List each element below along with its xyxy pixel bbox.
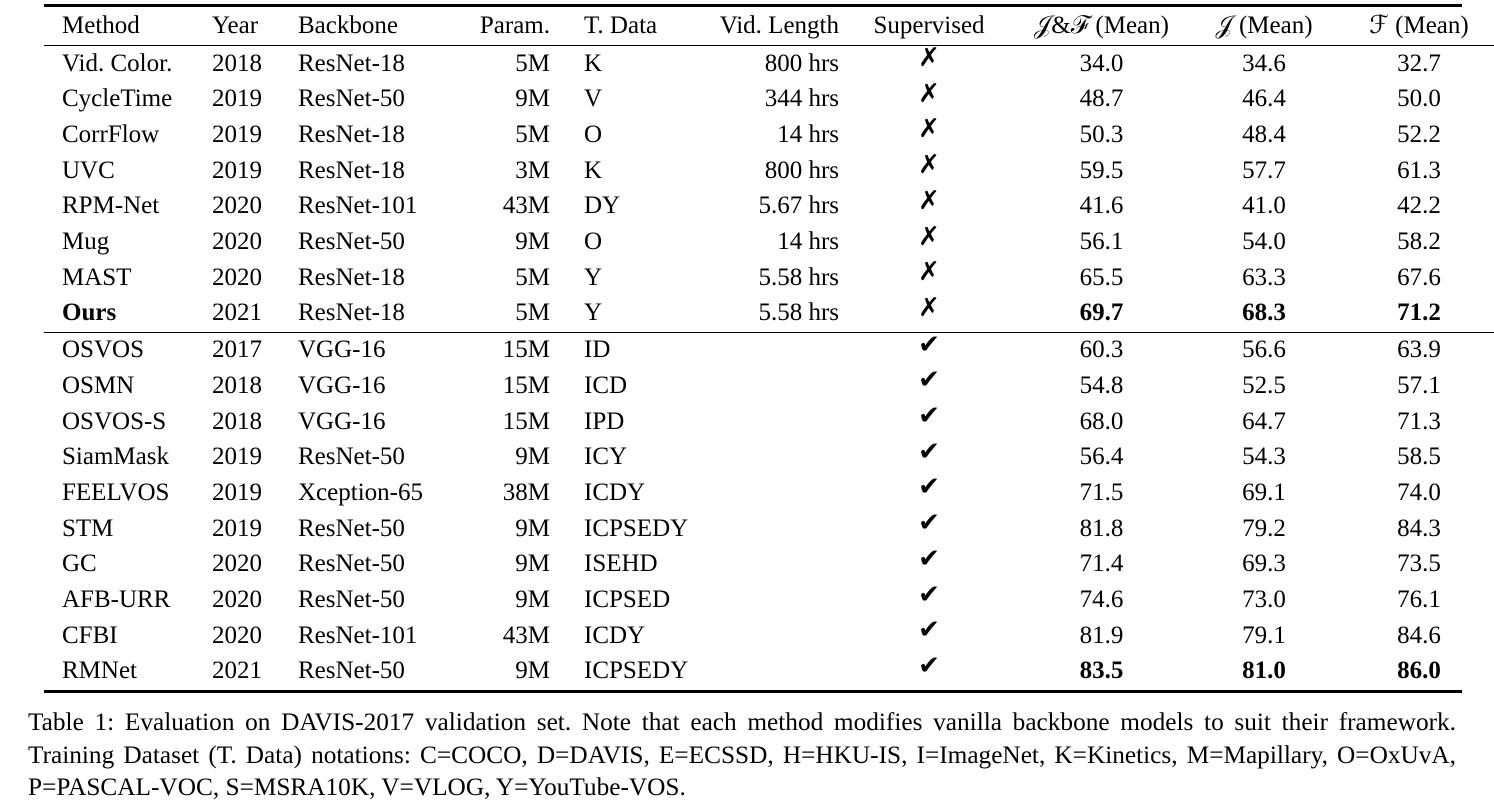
cell-param: 5M	[515, 299, 550, 327]
cell-f-mean: 86.0	[1397, 657, 1441, 685]
cell-jf-mean: 56.1	[1079, 228, 1124, 256]
header-backbone: Backbone	[298, 12, 398, 39]
table-row	[44, 511, 1494, 547]
cross-icon: ✗	[918, 221, 940, 252]
cell-jf-mean: 54.8	[1079, 371, 1124, 399]
header-jf-mean: 𝒥&ℱ (Mean)	[1034, 12, 1169, 39]
cell-year: 2017	[212, 336, 262, 364]
table-row	[44, 654, 1494, 690]
table-row	[44, 333, 1494, 369]
cell-f-mean: 76.1	[1397, 586, 1441, 614]
cell-method: OSVOS	[62, 336, 144, 364]
cell-f-mean: 71.2	[1397, 299, 1441, 327]
cell-jf-mean: 83.5	[1079, 657, 1124, 685]
cell-vid-length	[714, 368, 839, 404]
table-row	[44, 475, 1494, 511]
cell-param: 15M	[502, 407, 550, 435]
cell-year: 2020	[212, 586, 262, 614]
checkmark-icon: ✔	[918, 543, 940, 574]
cell-vid-length	[714, 333, 839, 369]
table-row	[44, 618, 1494, 654]
header-method: Method	[62, 12, 140, 39]
checkmark-icon: ✔	[918, 436, 940, 467]
cell-method: SiamMask	[62, 443, 169, 471]
cell-jf-mean: 74.6	[1079, 586, 1124, 614]
table-row	[44, 117, 1494, 153]
cell-tdata: ICD	[584, 371, 628, 399]
cell-tdata: ISEHD	[584, 550, 658, 578]
cell-tdata: ICDY	[584, 478, 646, 506]
cell-param: 5M	[515, 263, 550, 291]
cell-j-mean: 54.3	[1242, 443, 1286, 471]
header-year: Year	[212, 12, 259, 39]
cell-f-mean: 71.3	[1397, 407, 1441, 435]
table-row	[44, 153, 1494, 189]
cell-year: 2021	[212, 299, 262, 327]
cell-year: 2020	[212, 263, 262, 291]
cell-tdata: ICPSEDY	[584, 657, 689, 685]
cell-method: AFB-URR	[62, 586, 171, 614]
cell-method: Vid. Color.	[62, 49, 173, 77]
cell-backbone: ResNet-101	[298, 192, 418, 220]
header-supervised: Supervised	[873, 12, 985, 39]
checkmark-icon: ✔	[918, 472, 940, 503]
cell-backbone: ResNet-101	[298, 621, 418, 649]
cell-vid-length	[714, 654, 839, 690]
cell-backbone: ResNet-18	[298, 299, 405, 327]
cell-backbone: ResNet-18	[298, 263, 405, 291]
cell-j-mean: 68.3	[1242, 299, 1286, 327]
cell-f-mean: 74.0	[1397, 478, 1441, 506]
table-row	[44, 547, 1494, 583]
cell-jf-mean: 71.4	[1079, 550, 1124, 578]
cell-tdata: K	[584, 49, 603, 77]
cell-year: 2020	[212, 192, 262, 220]
checkmark-icon: ✔	[918, 579, 940, 610]
cell-vid-length: 5.58 hrs	[758, 299, 839, 327]
cell-year: 2019	[212, 85, 262, 113]
cell-tdata: ICDY	[584, 621, 646, 649]
cell-method: CycleTime	[62, 85, 173, 113]
cell-j-mean: 52.5	[1242, 371, 1286, 399]
cross-icon: ✗	[918, 114, 940, 145]
cell-backbone: Xception-65	[298, 478, 423, 506]
cell-param: 9M	[515, 85, 550, 113]
cell-f-mean: 73.5	[1397, 550, 1441, 578]
cell-method: GC	[62, 550, 97, 578]
cell-f-mean: 42.2	[1397, 192, 1441, 220]
cell-supervised	[839, 650, 1019, 690]
cell-jf-mean: 50.3	[1079, 120, 1124, 148]
results-table	[44, 4, 1469, 693]
cell-j-mean: 63.3	[1242, 263, 1286, 291]
table-row	[44, 368, 1494, 404]
table-row	[44, 82, 1494, 118]
cell-param: 15M	[502, 336, 550, 364]
cell-j-mean: 57.7	[1242, 156, 1286, 184]
cell-year: 2018	[212, 407, 262, 435]
cell-tdata: O	[584, 228, 603, 256]
cell-j-mean: 69.3	[1242, 550, 1286, 578]
davis-table	[44, 7, 1494, 690]
table-row	[44, 404, 1494, 440]
unsupervised-section	[44, 43, 1494, 332]
cell-method: OSMN	[62, 371, 135, 399]
cell-param: 3M	[515, 156, 550, 184]
cell-param: 43M	[502, 621, 550, 649]
cell-param: 9M	[515, 514, 550, 542]
cell-jf-mean: 69.7	[1079, 299, 1124, 327]
header-tdata: T. Data	[584, 12, 658, 39]
supervised-section	[44, 329, 1494, 690]
cell-jf-mean: 65.5	[1079, 263, 1124, 291]
cell-tdata: Y	[584, 299, 603, 327]
cell-j-mean: 41.0	[1242, 192, 1286, 220]
cell-backbone: ResNet-18	[298, 49, 405, 77]
cell-tdata: DY	[584, 192, 621, 220]
cell-j-mean: 54.0	[1242, 228, 1286, 256]
cell-backbone: ResNet-18	[298, 120, 405, 148]
cell-year: 2020	[212, 621, 262, 649]
cell-method: RMNet	[62, 657, 137, 685]
cell-f-mean: 61.3	[1397, 156, 1441, 184]
cross-icon: ✗	[918, 43, 940, 73]
cell-f-mean: 57.1	[1397, 371, 1441, 399]
cell-backbone: ResNet-18	[298, 156, 405, 184]
bottom-rule	[44, 690, 1462, 693]
checkmark-icon: ✔	[918, 508, 940, 539]
cell-param: 9M	[515, 586, 550, 614]
cell-vid-length: 800 hrs	[764, 156, 839, 184]
cell-vid-length	[714, 511, 839, 547]
cross-icon: ✗	[918, 257, 940, 288]
cell-backbone: VGG-16	[298, 407, 386, 435]
cell-method: CorrFlow	[62, 120, 160, 148]
cell-method: MAST	[62, 263, 132, 291]
cross-icon: ✗	[918, 185, 940, 216]
cell-j-mean: 56.6	[1242, 336, 1286, 364]
header-f-mean: ℱ (Mean)	[1369, 12, 1469, 39]
cell-param: 38M	[502, 478, 550, 506]
table-row	[44, 296, 1494, 332]
checkmark-icon: ✔	[918, 401, 940, 432]
cell-param: 9M	[515, 657, 550, 685]
cell-jf-mean: 56.4	[1079, 443, 1124, 471]
cell-vid-length	[714, 475, 839, 511]
cell-f-mean: 63.9	[1397, 336, 1441, 364]
cell-jf-mean: 41.6	[1079, 192, 1124, 220]
cell-backbone: ResNet-50	[298, 228, 405, 256]
cell-jf-mean: 34.0	[1079, 49, 1124, 77]
cell-j-mean: 69.1	[1242, 478, 1286, 506]
cell-f-mean: 50.0	[1397, 85, 1441, 113]
cell-param: 5M	[515, 49, 550, 77]
cell-backbone: ResNet-50	[298, 514, 405, 542]
cell-param: 9M	[515, 443, 550, 471]
cross-icon: ✗	[918, 150, 940, 181]
cell-backbone: ResNet-50	[298, 85, 405, 113]
cell-method: CFBI	[62, 621, 118, 649]
cell-f-mean: 58.5	[1397, 443, 1441, 471]
cell-jf-mean: 81.9	[1079, 621, 1124, 649]
cell-j-mean: 48.4	[1242, 120, 1286, 148]
cell-method: STM	[62, 514, 114, 542]
cell-backbone: ResNet-50	[298, 550, 405, 578]
table-row	[44, 583, 1494, 619]
header-vid-length: Vid. Length	[719, 12, 839, 39]
cell-j-mean: 34.6	[1242, 49, 1286, 77]
cell-j-mean: 79.2	[1242, 514, 1286, 542]
cross-icon: ✗	[918, 78, 940, 109]
checkmark-icon: ✔	[918, 615, 940, 646]
cell-param: 9M	[515, 550, 550, 578]
cell-vid-length: 5.58 hrs	[758, 263, 839, 291]
header-j-mean: 𝒥 (Mean)	[1215, 12, 1313, 39]
table-row	[44, 440, 1494, 476]
cell-f-mean: 52.2	[1397, 120, 1441, 148]
cell-backbone: VGG-16	[298, 336, 386, 364]
cell-year: 2019	[212, 478, 262, 506]
table-row	[44, 189, 1494, 225]
cell-year: 2020	[212, 550, 262, 578]
cell-tdata: V	[584, 85, 603, 113]
table-row	[44, 225, 1494, 261]
cell-vid-length: 14 hrs	[777, 228, 839, 256]
cell-method: Ours	[62, 299, 117, 327]
cell-f-mean: 58.2	[1397, 228, 1441, 256]
table-row	[44, 260, 1494, 296]
cell-j-mean: 73.0	[1242, 586, 1286, 614]
cell-year: 2019	[212, 514, 262, 542]
table-caption: Table 1: Evaluation on DAVIS-2017 validation set. Note that each method modifies vanilla backbone models to suit their framework. Training Dataset (T. Data) notations: C=COCO, D=DAVIS, E=ECSSD, H=HKU-IS, I=ImageNet, K=Kinetics, M=Mapillary, O=OxUvA, P=PASCAL-VOC, S=MSRA10K, V=VLOG, Y=YouTube-VOS.	[28, 708, 1456, 801]
cell-method: Mug	[62, 228, 110, 256]
checkmark-icon: ✔	[918, 365, 940, 396]
cell-f-mean: 84.3	[1397, 514, 1441, 542]
cell-tdata: ICPSED	[584, 586, 671, 614]
cell-vid-length: 5.67 hrs	[758, 192, 839, 220]
checkmark-icon: ✔	[918, 650, 940, 681]
cell-tdata: K	[584, 156, 603, 184]
cell-backbone: ResNet-50	[298, 443, 405, 471]
cell-year: 2018	[212, 49, 262, 77]
cell-f-mean: 32.7	[1397, 49, 1441, 77]
cell-backbone: ResNet-50	[298, 586, 405, 614]
cell-tdata: ICPSEDY	[584, 514, 689, 542]
cell-vid-length	[714, 404, 839, 440]
cell-jf-mean: 59.5	[1079, 156, 1124, 184]
cell-tdata: IPD	[584, 407, 625, 435]
cell-param: 9M	[515, 228, 550, 256]
cell-param: 43M	[502, 192, 550, 220]
cell-backbone: ResNet-50	[298, 657, 405, 685]
cell-tdata: ID	[584, 336, 611, 364]
cell-jf-mean: 68.0	[1079, 407, 1124, 435]
cell-jf-mean: 48.7	[1079, 85, 1124, 113]
cell-jf-mean: 60.3	[1079, 336, 1124, 364]
cell-vid-length	[714, 547, 839, 583]
cell-jf-mean: 71.5	[1079, 478, 1124, 506]
cell-vid-length: 14 hrs	[777, 120, 839, 148]
table-row	[44, 46, 1494, 82]
cell-year: 2021	[212, 657, 262, 685]
cross-icon: ✗	[918, 292, 940, 323]
cell-tdata: ICY	[584, 443, 628, 471]
cell-method: FEELVOS	[62, 478, 170, 506]
cell-method: UVC	[62, 156, 115, 184]
cell-param: 15M	[502, 371, 550, 399]
header-row	[44, 7, 1494, 46]
cell-j-mean: 64.7	[1242, 407, 1286, 435]
cell-year: 2018	[212, 371, 262, 399]
cell-tdata: Y	[584, 263, 603, 291]
cell-vid-length	[714, 618, 839, 654]
cell-f-mean: 67.6	[1397, 263, 1441, 291]
cell-tdata: O	[584, 120, 603, 148]
cell-vid-length: 344 hrs	[764, 85, 839, 113]
cell-vid-length: 800 hrs	[764, 49, 839, 77]
cell-year: 2019	[212, 443, 262, 471]
cell-year: 2019	[212, 156, 262, 184]
cell-j-mean: 81.0	[1242, 657, 1286, 685]
cell-param: 5M	[515, 120, 550, 148]
cell-vid-length	[714, 583, 839, 619]
cell-vid-length	[714, 440, 839, 476]
cell-method: OSVOS-S	[62, 407, 167, 435]
header-param: Param.	[479, 12, 550, 39]
cell-backbone: VGG-16	[298, 371, 386, 399]
cell-j-mean: 79.1	[1242, 621, 1286, 649]
cell-jf-mean: 81.8	[1079, 514, 1124, 542]
cell-year: 2020	[212, 228, 262, 256]
cell-j-mean: 46.4	[1242, 85, 1286, 113]
cell-method: RPM-Net	[62, 192, 160, 220]
cell-f-mean: 84.6	[1397, 621, 1441, 649]
cell-year: 2019	[212, 120, 262, 148]
checkmark-icon: ✔	[918, 329, 940, 360]
